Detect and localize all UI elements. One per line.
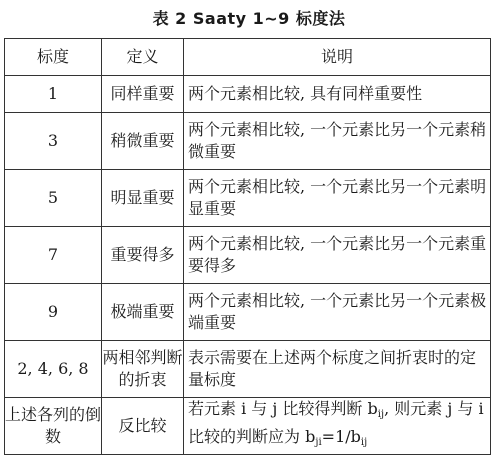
description-cell: 两个元素相比较, 一个元素比另一个元素重要得多 <box>184 227 491 284</box>
description-cell: 两个元素相比较, 一个元素比另一个元素极端重要 <box>184 284 491 341</box>
table-header-row <box>5 39 491 76</box>
definition-cell: 同样重要 <box>102 76 184 113</box>
definition-cell: 稍微重要 <box>102 113 184 170</box>
saaty-scale-table <box>4 38 491 455</box>
scale-cell: 2, 4, 6, 8 <box>5 341 102 398</box>
description-text: 若元素 i 与 j 比较得判断 b <box>188 399 378 418</box>
definition-cell: 两相邻判断的折衷 <box>102 341 184 398</box>
subscript: ij <box>360 437 368 448</box>
scale-cell: 上述各列的倒数 <box>5 398 102 455</box>
table-row <box>5 113 491 170</box>
table-row <box>5 398 491 455</box>
description-cell: 两个元素相比较, 一个元素比另一个元素明显重要 <box>184 170 491 227</box>
description-text: =1/b <box>321 427 361 446</box>
subscript: ij <box>377 409 385 420</box>
definition-cell: 极端重要 <box>102 284 184 341</box>
header-description: 说明 <box>184 39 491 76</box>
description-cell <box>184 398 491 455</box>
description-text: , 则元素 j 与 i 比较的判断应为 b <box>188 399 484 446</box>
table-row <box>5 76 491 113</box>
description-cell: 表示需要在上述两个标度之间折衷时的定量标度 <box>184 341 491 398</box>
definition-cell: 反比较 <box>102 398 184 455</box>
table-row <box>5 284 491 341</box>
scale-cell: 7 <box>5 227 102 284</box>
definition-cell: 明显重要 <box>102 170 184 227</box>
definition-cell: 重要得多 <box>102 227 184 284</box>
header-scale: 标度 <box>5 39 102 76</box>
table-row <box>5 341 491 398</box>
scale-cell: 9 <box>5 284 102 341</box>
scale-cell: 1 <box>5 76 102 113</box>
description-cell: 两个元素相比较, 一个元素比另一个元素稍微重要 <box>184 113 491 170</box>
subscript: ji <box>315 437 322 448</box>
description-cell: 两个元素相比较, 具有同样重要性 <box>184 76 491 113</box>
table-row <box>5 227 491 284</box>
header-definition: 定义 <box>102 39 184 76</box>
scale-cell: 3 <box>5 113 102 170</box>
table-caption: 表 2 Saaty 1~9 标度法 <box>152 9 346 28</box>
table-row <box>5 170 491 227</box>
scale-cell: 5 <box>5 170 102 227</box>
